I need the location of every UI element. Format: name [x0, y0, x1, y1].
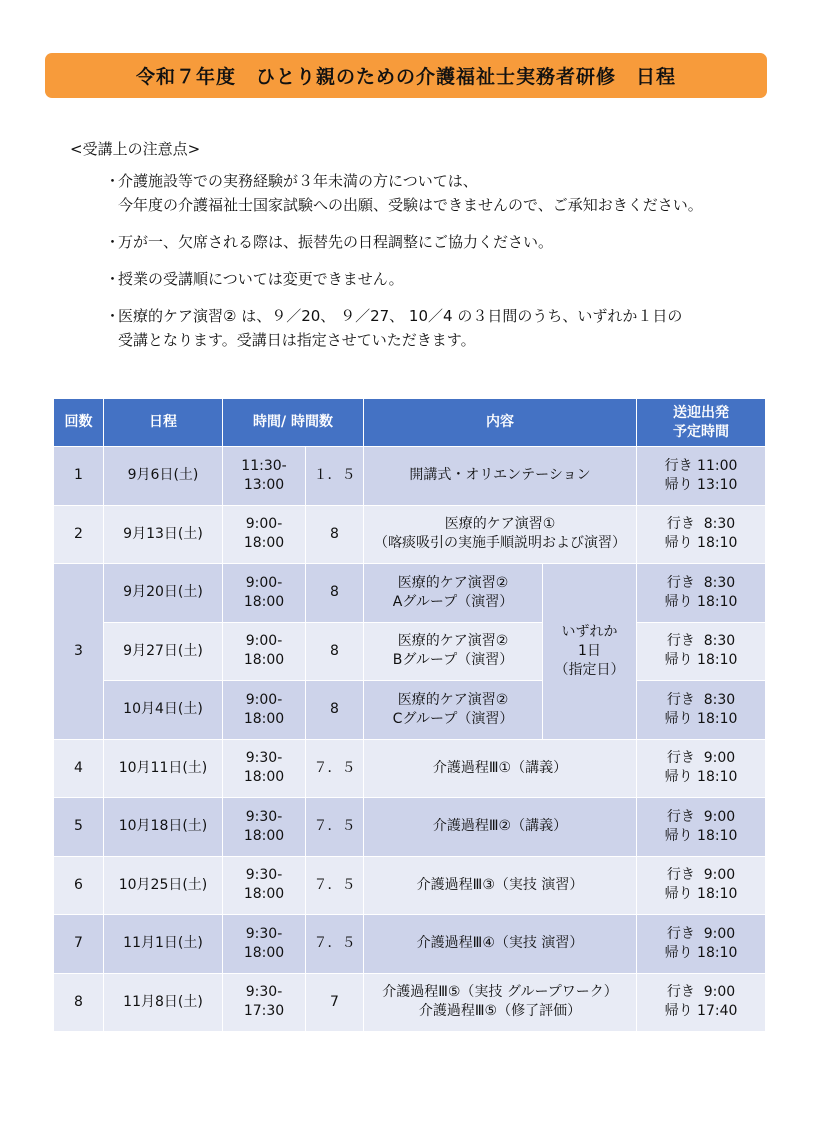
header-date: 日程	[104, 399, 223, 447]
time-start: 9:30-	[245, 925, 283, 942]
time-end: 18:00	[243, 710, 285, 727]
cell-pickup	[637, 973, 766, 1032]
pickup-return: 帰り 18:10	[664, 886, 738, 903]
time-end: 18:00	[243, 652, 285, 669]
table-row	[54, 915, 766, 974]
cell-content	[364, 739, 637, 798]
content-line: 介護過程Ⅲ⑤（実技 グループワーク）	[382, 984, 618, 1001]
cell-time	[223, 915, 306, 974]
group-note-cell	[543, 564, 637, 740]
cell-pickup	[637, 856, 766, 915]
content-line: 介護過程Ⅲ④（実技 演習）	[416, 935, 584, 952]
cell-no: 4	[54, 739, 104, 798]
table-row	[54, 739, 766, 798]
content-line: Cグループ（演習）	[392, 710, 514, 727]
table-header-row	[54, 399, 766, 447]
cell-hours: 8	[306, 622, 364, 681]
header-pickup-line: 送迎出発	[673, 404, 729, 421]
cell-hours: ７．５	[306, 739, 364, 798]
cell-hours: 8	[306, 681, 364, 740]
group-note-line: 1日	[578, 642, 601, 659]
content-line: Bグループ（演習）	[392, 652, 514, 669]
content-line: 開講式・オリエンテーション	[409, 467, 591, 484]
cell-content	[364, 915, 637, 974]
pickup-return: 帰り 18:10	[664, 827, 738, 844]
cell-time	[223, 622, 306, 681]
content-line: 介護過程Ⅲ③（実技 演習）	[416, 876, 584, 893]
note-text: 受講となります。受講日は指定させていただきます。	[118, 331, 476, 349]
cell-pickup	[637, 564, 766, 623]
time-end: 18:00	[243, 944, 285, 961]
cell-content	[364, 447, 637, 506]
time-start: 9:00-	[245, 633, 283, 650]
cell-date: 10月11日(土)	[104, 739, 223, 798]
cell-time	[223, 564, 306, 623]
pickup-return: 帰り 18:10	[664, 769, 738, 786]
time-start: 9:00-	[245, 691, 283, 708]
cell-content	[364, 856, 637, 915]
cell-date: 11月1日(土)	[104, 915, 223, 974]
content-line: 医療的ケア演習②	[397, 574, 509, 591]
cell-pickup	[637, 447, 766, 506]
cell-date: 9月27日(土)	[104, 622, 223, 681]
cell-hours: １．５	[306, 447, 364, 506]
notes-heading: <受講上の注意点>	[70, 140, 201, 158]
page-title: 令和７年度 ひとり親のための介護福祉士実務者研修 日程	[135, 66, 676, 88]
table-row	[54, 973, 766, 1032]
cell-no: 3	[54, 564, 104, 740]
cell-content	[364, 622, 543, 681]
header-pickup	[637, 399, 766, 447]
table-row	[54, 505, 766, 564]
bullet-mark: ・	[105, 270, 121, 288]
table-row	[54, 681, 766, 740]
time-end: 18:00	[243, 769, 285, 786]
cell-content	[364, 505, 637, 564]
table-row	[54, 564, 766, 623]
pickup-go: 行き 9:00	[666, 925, 736, 942]
schedule-table	[53, 398, 766, 1032]
time-start: 9:30-	[245, 750, 283, 767]
cell-hours: ７．５	[306, 915, 364, 974]
cell-content	[364, 798, 637, 857]
cell-pickup	[637, 915, 766, 974]
pickup-go: 行き 9:00	[666, 808, 736, 825]
content-line: 医療的ケア演習②	[397, 691, 509, 708]
cell-content	[364, 973, 637, 1032]
table-row	[54, 447, 766, 506]
header-no: 回数	[54, 399, 104, 447]
note-text: 今年度の介護福祉士国家試験への出願、受験はできませんので、ご承知おきください。	[118, 196, 703, 214]
time-end: 18:00	[243, 886, 285, 903]
cell-time	[223, 447, 306, 506]
cell-hours: ７．５	[306, 798, 364, 857]
time-end: 18:00	[243, 827, 285, 844]
content-line: 介護過程Ⅲ①（講義）	[432, 759, 568, 776]
pickup-return: 帰り 18:10	[664, 535, 738, 552]
cell-time	[223, 505, 306, 564]
pickup-return: 帰り 18:10	[664, 944, 738, 961]
cell-pickup	[637, 681, 766, 740]
cell-time	[223, 681, 306, 740]
cell-no: 8	[54, 973, 104, 1032]
header-content: 内容	[364, 399, 637, 447]
group-note-line: （指定日）	[554, 661, 625, 678]
pickup-go: 行き 9:00	[666, 867, 736, 884]
cell-hours: ７．５	[306, 856, 364, 915]
cell-content	[364, 681, 543, 740]
cell-time	[223, 973, 306, 1032]
cell-no: 1	[54, 447, 104, 506]
table-row	[54, 856, 766, 915]
pickup-return: 帰り 18:10	[664, 710, 738, 727]
time-end: 18:00	[243, 535, 285, 552]
cell-hours: 8	[306, 505, 364, 564]
cell-no: 7	[54, 915, 104, 974]
note-item	[70, 169, 790, 217]
cell-time	[223, 739, 306, 798]
cell-no: 5	[54, 798, 104, 857]
cell-date: 10月18日(土)	[104, 798, 223, 857]
note-text: 万が一、欠席される際は、振替先の日程調整にご協力ください。	[118, 233, 554, 251]
page-title-bar	[45, 53, 767, 98]
pickup-go: 行き 8:30	[666, 691, 736, 708]
note-item	[70, 230, 790, 254]
time-start: 9:00-	[245, 516, 283, 533]
time-start: 9:30-	[245, 867, 283, 884]
cell-date: 11月8日(土)	[104, 973, 223, 1032]
header-time: 時間/ 時間数	[223, 399, 364, 447]
cell-pickup	[637, 505, 766, 564]
time-end: 13:00	[243, 476, 285, 493]
cell-date: 10月4日(土)	[104, 681, 223, 740]
content-line: 介護過程Ⅲ⑤（修了評価）	[418, 1003, 582, 1020]
time-end: 18:00	[243, 593, 285, 610]
content-line: 介護過程Ⅲ②（講義）	[432, 818, 568, 835]
note-item	[70, 267, 790, 291]
note-text: 授業の受講順については変更できません。	[118, 270, 404, 288]
time-start: 9:00-	[245, 574, 283, 591]
cell-pickup	[637, 798, 766, 857]
time-start: 9:30-	[245, 808, 283, 825]
cell-date: 10月25日(土)	[104, 856, 223, 915]
cell-pickup	[637, 739, 766, 798]
cell-pickup	[637, 622, 766, 681]
time-start: 11:30-	[241, 457, 287, 474]
pickup-return: 帰り 13:10	[664, 476, 738, 493]
pickup-go: 行き 9:00	[666, 984, 736, 1001]
table-row	[54, 622, 766, 681]
content-line: 医療的ケア演習①	[444, 516, 556, 533]
time-end: 17:30	[243, 1003, 285, 1020]
content-line: Aグループ（演習）	[392, 593, 514, 610]
time-start: 9:30-	[245, 984, 283, 1001]
pickup-go: 行き 9:00	[666, 750, 736, 767]
cell-no: 2	[54, 505, 104, 564]
group-note-line: いずれか	[561, 623, 618, 640]
content-line: 医療的ケア演習②	[397, 633, 509, 650]
cell-time	[223, 798, 306, 857]
cell-no: 6	[54, 856, 104, 915]
cell-hours: 8	[306, 564, 364, 623]
pickup-return: 帰り 18:10	[664, 652, 738, 669]
notes-section	[70, 138, 790, 365]
bullet-mark: ・	[105, 307, 121, 325]
pickup-go: 行き 8:30	[666, 574, 736, 591]
note-text: 介護施設等での実務経験が３年未満の方については、	[118, 172, 478, 190]
pickup-go: 行き 8:30	[666, 516, 736, 533]
cell-content	[364, 564, 543, 623]
content-line: （喀痰吸引の実施手順説明および演習）	[374, 535, 626, 552]
bullet-mark: ・	[105, 172, 121, 190]
cell-date: 9月20日(土)	[104, 564, 223, 623]
cell-hours: 7	[306, 973, 364, 1032]
cell-date: 9月6日(土)	[104, 447, 223, 506]
note-text: 医療的ケア演習② は、９／20、 ９／27、 10／4 の３日間のうち、いずれか１日の	[118, 307, 683, 325]
pickup-go: 行き 8:30	[666, 633, 736, 650]
pickup-return: 帰り 17:40	[664, 1003, 738, 1020]
cell-date: 9月13日(土)	[104, 505, 223, 564]
table-row	[54, 798, 766, 857]
pickup-go: 行き 11:00	[664, 457, 738, 474]
pickup-return: 帰り 18:10	[664, 593, 738, 610]
cell-time	[223, 856, 306, 915]
bullet-mark: ・	[105, 233, 121, 251]
note-item	[70, 304, 790, 352]
header-pickup-line: 予定時間	[673, 423, 729, 440]
